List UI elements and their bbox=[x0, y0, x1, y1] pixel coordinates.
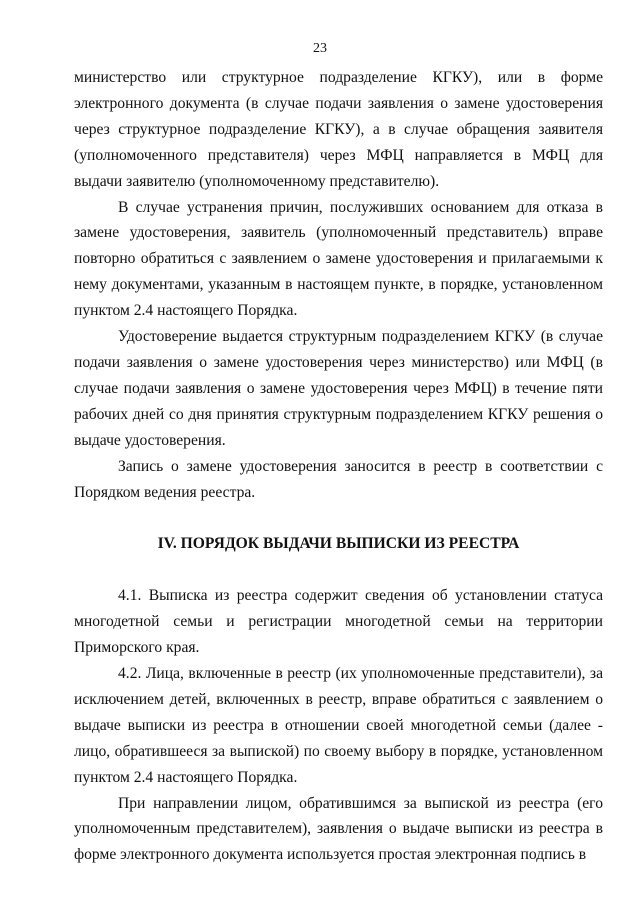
paragraph-electronic-signature: При направлении лицом, обратившимся за выпиской из реестра (его уполномоченным представителем), заявления о выдаче выписки из реестра в форме электронного документа используется простая электронная подпись в bbox=[74, 794, 603, 864]
document-body bbox=[74, 65, 603, 868]
paragraph-4-2: 4.2. Лица, включенные в реестр (их уполномоченные представители), за исключением детей, включенных в реестр, вправе обратиться с заявлением о выдаче выписки из реестра в отношении своей многодетной семьи (далее - лицо, обратившееся за выпиской) по своему выбору в порядке, установленном пунктом 2.4 настоящего Порядка. bbox=[74, 665, 603, 786]
paragraph-4-1: 4.1. Выписка из реестра содержит сведения об установлении статуса многодетной семьи и регистрации многодетной семьи на территории Приморского края. bbox=[74, 587, 603, 657]
section-heading: IV. ПОРЯДОК ВЫДАЧИ ВЫПИСКИ ИЗ РЕЕСТРА bbox=[157, 535, 520, 553]
page-number: 23 bbox=[313, 41, 327, 56]
paragraph-repeat-application: В случае устранения причин, послуживших основанием для отказа в замене удостоверения, заявитель (уполномоченный представитель) вправе повторно обратиться с заявлением о замене удостоверения и прилагаемыми к нему документами, указанным в настоящем пункте, в порядке, установленном пунктом 2.4 настоящего Порядка. bbox=[74, 198, 603, 320]
paragraph-certificate-issuance: Удостоверение выдается структурным подразделением КГКУ (в случае подачи заявления о замене удостоверения через министерство) или МФЦ (в случае подачи заявления о замене удостоверения через МФЦ) в течение пяти рабочих дней со дня принятия структурным подразделением КГКУ решения о выдаче удостоверения. bbox=[74, 328, 603, 449]
paragraph-registry-entry: Запись о замене удостоверения заносится в реестр в соответствии с Порядком ведения реестра. bbox=[74, 457, 603, 501]
paragraph-continuation: министерство или структурное подразделение КГКУ), или в форме электронного документа (в случае подачи заявления о замене удостоверения через структурное подразделение КГКУ), а в случае обращения заявителя (уполномоченного представителя) через МФЦ направляется в МФЦ для выдачи заявителю (уполномоченному представителю). bbox=[74, 69, 603, 190]
